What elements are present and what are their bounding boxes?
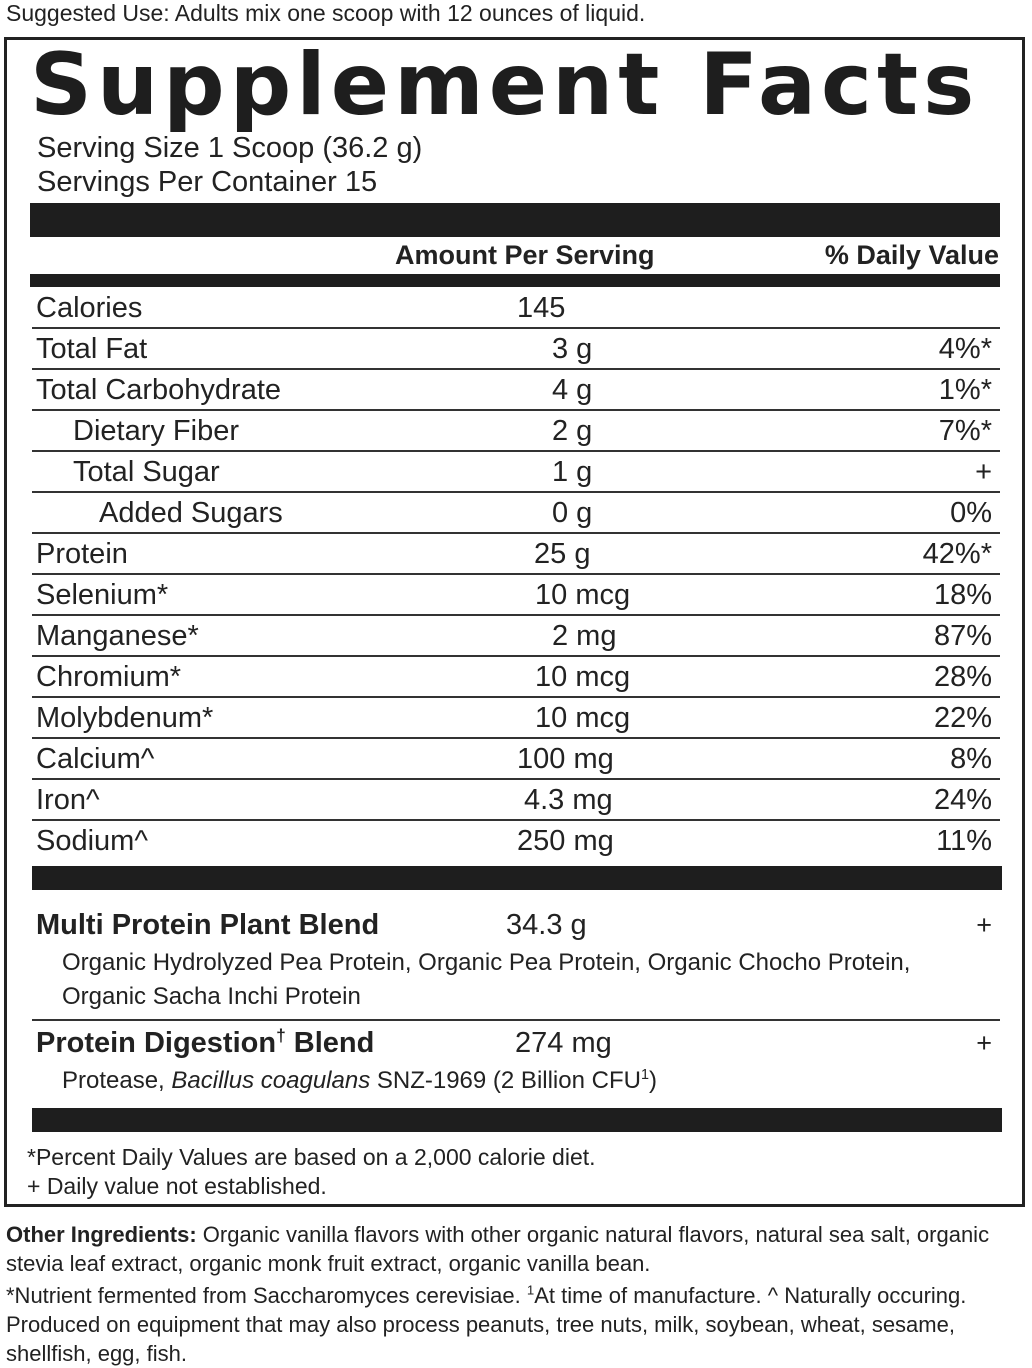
- blend-dv-multi-protein: +: [976, 910, 992, 940]
- other-ingredients: [6, 1220, 1016, 1278]
- nutrient-dv: 22%: [933, 702, 992, 734]
- nutrient-amount: 0 g: [552, 497, 593, 529]
- nutrient-dv: +: [975, 456, 992, 488]
- blend-name-protein-digestion: [36, 1025, 374, 1061]
- nutrient-dv: 7%*: [938, 415, 992, 447]
- blend-divider: [32, 1019, 1000, 1021]
- nutrient-dv: 18%: [933, 579, 992, 611]
- nutrient-row-manganese: [32, 616, 1000, 657]
- nutrient-dv: 1%*: [938, 374, 992, 406]
- nutrient-amount: 2 mg: [552, 620, 617, 652]
- nutrient-amount: 1 g: [552, 456, 593, 488]
- thick-divider-middle: [32, 866, 1002, 890]
- bottom-note-text: At time of manufacture. ^ Naturally occuring. Produced on equipment that may also process peanuts, tree nuts, milk, soybean, wheat, sesame, shellfish, egg, fish.: [6, 1283, 967, 1366]
- blend-name-part1: Protein Digestion: [36, 1027, 277, 1059]
- nutrient-amount: 3 g: [552, 333, 593, 365]
- ingredient-text: SNZ-1969 (2 Billion CFU: [370, 1067, 641, 1094]
- nutrient-amount: 250 mg: [517, 825, 614, 857]
- nutrient-amount: 145: [517, 292, 566, 324]
- nutrient-amount: 10 mcg: [535, 579, 631, 611]
- nutrient-row-protein: [32, 534, 1000, 575]
- footnote-mark: 1: [526, 1282, 535, 1298]
- nutrient-name: Chromium*: [36, 661, 182, 693]
- nutrient-amount: 4 g: [552, 374, 593, 406]
- suggested-use: Suggested Use: Adults mix one scoop with 12 ounces of liquid.: [6, 0, 646, 26]
- nutrient-row-total-sugar: [32, 452, 1000, 493]
- nutrient-name: Protein: [36, 538, 128, 570]
- nutrient-dv: 8%: [950, 743, 992, 775]
- nutrient-row-chromium: [32, 657, 1000, 698]
- bottom-note-text: *Nutrient fermented from Saccharomyces cerevisiae.: [6, 1283, 527, 1308]
- nutrient-name: Sodium^: [36, 825, 148, 857]
- ingredient-italic: Bacillus coagulans: [171, 1067, 371, 1094]
- nutrient-row-molybdenum: [32, 698, 1000, 739]
- nutrient-amount: 25 g: [534, 538, 591, 570]
- nutrient-row-calories: [32, 288, 1000, 329]
- blend-dv-protein-digestion: +: [976, 1028, 992, 1058]
- amount-per-serving-header: Amount Per Serving: [395, 240, 655, 270]
- bottom-note: [6, 1281, 1016, 1368]
- nutrient-row-added-sugars: [32, 493, 1000, 534]
- nutrient-name: Total Carbohydrate: [36, 374, 282, 406]
- nutrient-name: Calcium^: [36, 743, 155, 775]
- nutrient-dv: 87%: [933, 620, 992, 652]
- thick-divider-bottom: [32, 1108, 1002, 1132]
- nutrient-dv: 11%: [936, 825, 992, 857]
- nutrient-amount: 10 mcg: [535, 702, 631, 734]
- nutrient-name: Iron^: [36, 784, 100, 816]
- nutrient-amount: 2 g: [552, 415, 593, 447]
- nutrient-name: Selenium*: [36, 579, 169, 611]
- blend-name-part2: Blend: [285, 1027, 375, 1059]
- nutrient-row-calcium: [32, 739, 1000, 780]
- nutrient-row-total-fat: [32, 329, 1000, 370]
- other-ingredients-text: Organic vanilla flavors with other organic natural flavors, natural sea salt, organic stevia leaf extract, organic monk fruit extract, organic vanilla bean.: [6, 1222, 990, 1276]
- blend-ingredients-multi-protein: Organic Hydrolyzed Pea Protein, Organic Pea Protein, Organic Chocho Protein, Organic Sacha Inchi Protein: [62, 949, 911, 1010]
- blend-amount-protein-digestion: 274 mg: [515, 1027, 612, 1059]
- dagger-mark: †: [276, 1025, 286, 1046]
- servings-per-container: Servings Per Container 15: [37, 166, 378, 198]
- nutrient-row-sodium: [32, 821, 1000, 862]
- blend-name-multi-protein: Multi Protein Plant Blend: [36, 909, 380, 941]
- nutrient-dv: 28%: [933, 661, 992, 693]
- nutrient-dv: 0%: [950, 497, 992, 529]
- footnote-not-established: + Daily value not established.: [27, 1173, 327, 1199]
- nutrient-name: Added Sugars: [99, 497, 283, 529]
- nutrient-row-selenium: [32, 575, 1000, 616]
- ingredient-text: Protease,: [62, 1067, 172, 1094]
- nutrient-name: Molybdenum*: [36, 702, 214, 734]
- nutrient-amount: 4.3 mg: [524, 784, 613, 816]
- nutrient-name: Total Sugar: [73, 456, 220, 488]
- nutrient-dv: 4%*: [938, 333, 992, 365]
- other-ingredients-label: Other Ingredients:: [6, 1222, 197, 1247]
- panel-title: Supplement Facts: [30, 35, 980, 135]
- nutrient-dv: 24%: [933, 784, 992, 816]
- nutrient-amount: 100 mg: [517, 743, 614, 775]
- nutrient-name: Total Fat: [36, 333, 148, 365]
- nutrient-name: Calories: [36, 292, 143, 324]
- nutrient-dv: 42%*: [922, 538, 992, 570]
- nutrient-name: Dietary Fiber: [73, 415, 239, 447]
- nutrient-amount: 10 mcg: [535, 661, 631, 693]
- ingredient-text: ): [648, 1067, 657, 1094]
- nutrient-row-iron: [32, 780, 1000, 821]
- daily-value-header: % Daily Value: [824, 240, 999, 270]
- nutrient-row-total-carbohydrate: [32, 370, 1000, 411]
- thick-divider-top: [30, 203, 1000, 237]
- blend-ingredients-protein-digestion: [62, 1064, 992, 1098]
- nutrient-row-dietary-fiber: [32, 411, 1000, 452]
- footnote-daily-values: *Percent Daily Values are based on a 2,000 calorie diet.: [27, 1144, 596, 1170]
- blend-amount-multi-protein: 34.3 g: [506, 909, 587, 941]
- serving-size: Serving Size 1 Scoop (36.2 g): [37, 132, 423, 164]
- footnote-mark: 1: [640, 1067, 649, 1083]
- nutrient-name: Manganese*: [36, 620, 199, 652]
- header-divider: [30, 274, 1000, 287]
